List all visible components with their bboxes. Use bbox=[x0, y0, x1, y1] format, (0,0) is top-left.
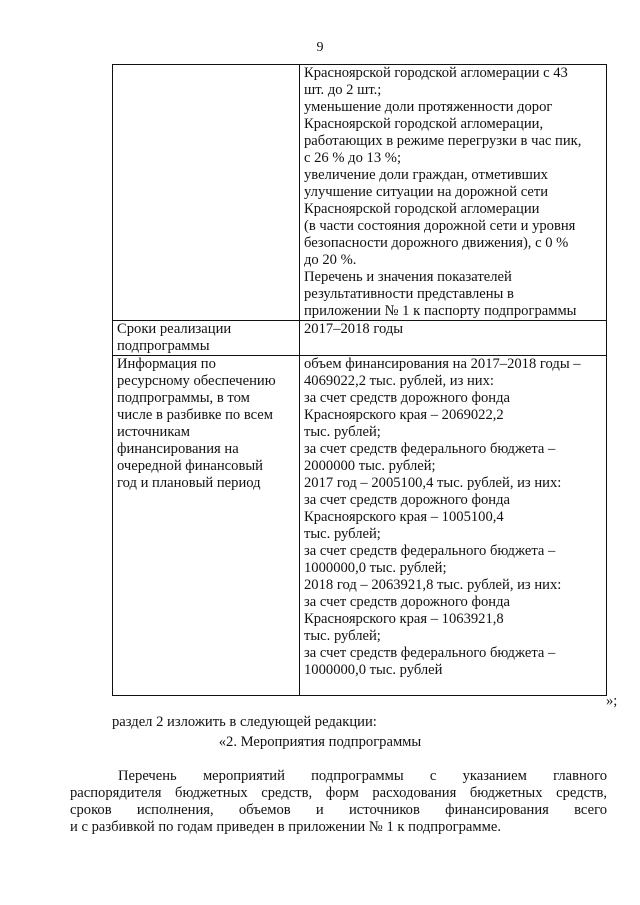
label-line: Сроки реализации bbox=[117, 321, 232, 337]
value-line: работающих в режиме перегрузки в час пик, bbox=[304, 133, 582, 149]
value-line: 2018 год – 2063921,8 тыс. рублей, из них: bbox=[304, 577, 562, 593]
row-value-cell bbox=[300, 321, 607, 356]
label-line: подпрограммы bbox=[117, 338, 210, 354]
value-line: Перечень и значения показателей bbox=[304, 269, 512, 285]
value-line: объем финансирования на 2017–2018 годы – bbox=[304, 356, 581, 372]
value-line: увеличение доли граждан, отметивших bbox=[304, 167, 548, 183]
value-line: 2000000 тыс. рублей; bbox=[304, 458, 436, 474]
page-number: 9 bbox=[316, 40, 324, 55]
value-line: Красноярского края – 1063921,8 bbox=[304, 611, 504, 627]
value-line: за счет средств федерального бюджета – bbox=[304, 441, 556, 457]
value-line: безопасности дорожного движения), с 0 % bbox=[304, 235, 569, 251]
label-line: источникам bbox=[117, 424, 190, 440]
value-line: за счет средств дорожного фонда bbox=[304, 594, 510, 610]
row-value-cell bbox=[300, 356, 607, 696]
value-line: до 20 %. bbox=[304, 252, 357, 268]
row-label-cell bbox=[113, 356, 300, 696]
value-line: за счет средств дорожного фонда bbox=[304, 390, 510, 406]
value-line: приложении № 1 к паспорту подпрограммы bbox=[304, 303, 577, 319]
label-line: финансирования на bbox=[117, 441, 239, 457]
value-line: результативности представлены в bbox=[304, 286, 514, 302]
table-row bbox=[113, 356, 607, 696]
value-line: Красноярской городской агломерации, bbox=[304, 116, 544, 132]
label-line: подпрограммы, в том bbox=[117, 390, 250, 406]
label-line: очередной финансовый bbox=[117, 458, 263, 474]
value-line: за счет средств федерального бюджета – bbox=[304, 645, 556, 661]
row-label-cell bbox=[113, 321, 300, 356]
value-line: за счет средств дорожного фонда bbox=[304, 492, 510, 508]
label-line: год и плановый период bbox=[117, 475, 261, 491]
table-row bbox=[113, 65, 607, 321]
table-row bbox=[113, 321, 607, 356]
value-line: уменьшение доли протяженности дорог bbox=[304, 99, 553, 115]
paragraph-line: Перечень мероприятий подпрограммы с указанием главного bbox=[118, 768, 607, 784]
passport-table bbox=[112, 64, 607, 696]
value-line: шт. до 2 шт.; bbox=[304, 82, 382, 98]
row-value-cell bbox=[300, 65, 607, 321]
value-line: улучшение ситуации на дорожной сети bbox=[304, 184, 549, 200]
value-line: Красноярской городской агломерации bbox=[304, 201, 540, 217]
value-line: Красноярского края – 1005100,4 bbox=[304, 509, 504, 525]
label-line: числе в разбивке по всем bbox=[117, 407, 274, 423]
section-intro-text: раздел 2 изложить в следующей редакции: bbox=[112, 714, 377, 730]
value-line: 1000000,0 тыс. рублей; bbox=[304, 560, 447, 576]
paragraph-line: распорядителя бюджетных средств, форм расходования бюджетных средств, bbox=[70, 785, 607, 801]
label-line: Информация по bbox=[117, 356, 216, 372]
value-line: с 26 % до 13 %; bbox=[304, 150, 401, 166]
value-line: тыс. рублей; bbox=[304, 628, 381, 644]
value-line: за счет средств федерального бюджета – bbox=[304, 543, 556, 559]
value-line: 4069022,2 тыс. рублей, из них: bbox=[304, 373, 494, 389]
label-line: ресурсному обеспечению bbox=[117, 373, 276, 389]
value-line: 2017–2018 годы bbox=[304, 321, 404, 337]
value-line: тыс. рублей; bbox=[304, 424, 381, 440]
value-line: 1000000,0 тыс. рублей bbox=[304, 662, 443, 678]
section-paragraph bbox=[70, 768, 607, 836]
paragraph-line: сроков исполнения, объемов и источников финансирования всего bbox=[70, 802, 607, 818]
closing-quote-mark: »; bbox=[606, 693, 618, 709]
section-heading: «2. Мероприятия подпрограммы bbox=[218, 734, 422, 750]
paragraph-line: и с разбивкой по годам приведен в приложении № 1 к подпрограмме. bbox=[70, 819, 502, 835]
value-line: 2017 год – 2005100,4 тыс. рублей, из них: bbox=[304, 475, 562, 491]
value-line: Красноярской городской агломерации с 43 bbox=[304, 65, 568, 81]
value-line: Красноярского края – 2069022,2 bbox=[304, 407, 504, 423]
value-line: тыс. рублей; bbox=[304, 526, 381, 542]
row-label-cell bbox=[113, 65, 300, 321]
value-line: (в части состояния дорожной сети и уровня bbox=[304, 218, 576, 234]
